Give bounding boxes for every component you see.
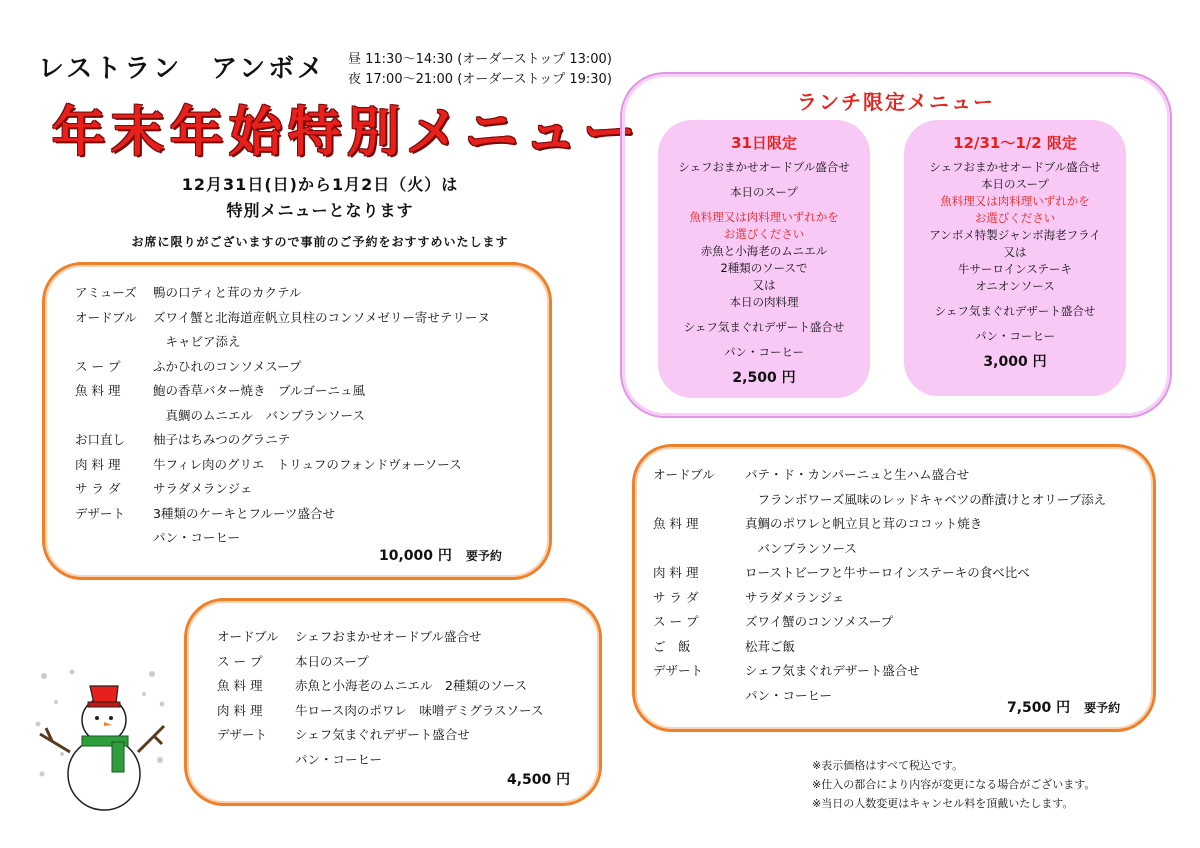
lunch-31-price: 2,500 円 (732, 370, 796, 386)
footnotes (812, 756, 1095, 813)
dish-text: 牛フィレ肉のグリエ トリュフのフォンドヴォーソース (153, 456, 462, 472)
course-10000-price (379, 545, 502, 565)
menu-row (217, 674, 543, 699)
dish-text: 真鯛のムニエル バンブランソース (153, 407, 365, 423)
course-label: ス ー プ (217, 653, 263, 669)
lunch-newyear-line: 牛サーロインステーキ (957, 262, 1073, 276)
price-value: 7,500 円 (1007, 700, 1071, 716)
course-label (75, 404, 153, 429)
lunch-31-heading: 31日限定 (731, 134, 797, 152)
course-4500-price: 4,500 円 (507, 772, 571, 788)
menu-row (653, 561, 1106, 586)
dish-text: シェフおまかせオードブル盛合せ (295, 629, 482, 644)
course-label: ス ー プ (653, 614, 699, 629)
menu-row (75, 281, 490, 306)
reservation-required: 要予約 (465, 549, 502, 563)
dish-text: パン・コーヒー (295, 751, 383, 767)
course-label (653, 537, 745, 562)
course-label: 魚 料 理 (217, 678, 263, 693)
course-label: 魚 料 理 (75, 383, 121, 398)
footnote: ※仕入の都合により内容が変更になる場合がございます。 (812, 778, 1096, 791)
course-4500-box (184, 598, 602, 806)
menu-row (75, 502, 490, 527)
course-label: 肉 料 理 (653, 565, 699, 580)
course-7500-list (653, 463, 1106, 708)
course-label: アミューズ (75, 285, 137, 300)
menu-row (217, 699, 543, 724)
menu-row (653, 586, 1106, 611)
lunch-31-card (658, 120, 870, 398)
course-label: サ ラ ダ (653, 589, 699, 605)
course-label: デザート (75, 505, 126, 521)
dish-text: フランボワーズ風味のレッドキャベツの酢漬けとオリーブ添え (745, 491, 1107, 507)
dish-text: パン・コーヒー (153, 530, 241, 545)
footnote: ※表示価格はすべて税込です。 (812, 759, 964, 772)
lunch-31-line: パン・コーヒー (723, 345, 805, 359)
menu-row (217, 748, 543, 773)
lunch-newyear-line: パン・コーヒー (974, 329, 1056, 343)
intro-line-1: 12月31日(日)から1月2日（火）は (181, 175, 459, 194)
course-label: 肉 料 理 (217, 702, 263, 718)
course-label: ご 飯 (653, 638, 691, 654)
lunch-newyear-line: シェフおまかせオードブル盛合せ (929, 160, 1101, 174)
course-7500-price (1007, 697, 1120, 717)
dish-text: 赤魚と小海老のムニエル 2種類のソース (295, 678, 528, 693)
menu-row (653, 488, 1106, 513)
course-label (217, 748, 295, 773)
dish-text: ローストビーフと牛サーロインステーキの食べ比べ (745, 565, 1030, 580)
intro-line-2: 特別メニューとなります (226, 201, 414, 220)
menu-row (75, 428, 490, 453)
dish-text: 本日のスープ (295, 653, 369, 669)
dish-text: 鮑の香草バター焼き ブルゴーニュ風 (153, 383, 366, 398)
dish-text: キャビア添え (153, 334, 241, 349)
reservation-note: お席に限りがございますので事前のご予約をおすすめいたします (131, 235, 509, 249)
course-label (75, 330, 153, 355)
lunch-title: ランチ限定メニュー (797, 90, 995, 114)
menu-row (75, 477, 490, 502)
course-label: オードブル (653, 467, 715, 482)
dish-text: シェフ気まぐれデザート盛合せ (745, 663, 920, 678)
restaurant-name: レストラン アンボメ (38, 54, 327, 84)
lunch-newyear-line: 又は (1003, 245, 1027, 259)
lunch-31-line: 本日のスープ (730, 185, 798, 199)
lunch-31-line: シェフ気まぐれデザート盛合せ (683, 320, 845, 334)
page-title: 年末年始特別メニュー (52, 102, 642, 163)
hours-lunch: 昼 11:30〜14:30 (オーダーストップ 13:00) (348, 52, 612, 67)
dish-text: バンブランソース (745, 540, 857, 556)
menu-row (653, 537, 1106, 562)
dish-text: シェフ気まぐれデザート盛合せ (295, 727, 470, 742)
lunch-newyear-line: オニオンソース (975, 279, 1055, 293)
menu-row (653, 512, 1106, 537)
dish-text: ズワイ蟹と北海道産帆立貝柱のコンソメゼリー寄せテリーヌ (153, 309, 490, 325)
menu-row (217, 650, 543, 675)
course-label: デザート (217, 727, 268, 742)
dish-text: ふかひれのコンソメスープ (153, 358, 302, 374)
dish-text: 鴨の口ティと茸のカクテル (153, 285, 302, 300)
dish-text: 牛ロース肉のポワレ 味噌デミグラスソース (295, 702, 544, 718)
lunch-31-line: 2種類のソースで (720, 261, 808, 275)
menu-row (653, 659, 1106, 684)
snowman-illustration (32, 664, 172, 814)
menu-row (75, 453, 490, 478)
lunch-31-line: 赤魚と小海老のムニエル (700, 244, 828, 258)
course-10000-box (42, 262, 552, 580)
course-7500-box (632, 444, 1156, 732)
lunch-31-line: 又は (752, 278, 776, 292)
lunch-newyear-price: 3,000 円 (983, 354, 1047, 370)
course-label: サ ラ ダ (75, 481, 121, 496)
course-label (75, 526, 153, 551)
course-label: お口直し (75, 432, 126, 447)
dish-text: 真鯛のポワレと帆立貝と茸のココット焼き (745, 516, 983, 531)
course-10000-list (75, 281, 490, 551)
lunch-31-line: シェフおまかせオードブル盛合せ (678, 160, 850, 174)
lunch-newyear-line: 本日のスープ (981, 177, 1049, 191)
course-label: 魚 料 理 (653, 516, 699, 531)
dish-text: サラダメランジェ (745, 589, 845, 605)
menu-row (75, 404, 490, 429)
price-value: 10,000 円 (379, 548, 452, 564)
course-label (653, 488, 745, 513)
opening-hours (348, 50, 612, 90)
lunch-newyear-heading: 12/31〜1/2 限定 (953, 134, 1077, 152)
footnote: ※当日の人数変更はキャンセル料を頂戴いたします。 (812, 797, 1074, 810)
menu-row (75, 306, 490, 331)
lunch-newyear-line: シェフ気まぐれデザート盛合せ (934, 304, 1096, 318)
course-label: オードブル (217, 629, 279, 644)
menu-row (217, 723, 543, 748)
menu-row (653, 610, 1106, 635)
menu-row (653, 463, 1106, 488)
dish-text: サラダメランジェ (153, 481, 253, 496)
lunch-newyear-choice-note: 魚料理又は肉料理いずれかを (940, 194, 1090, 208)
course-label: デザート (653, 663, 704, 678)
dish-text: 柚子はちみつのグラニテ (153, 432, 291, 447)
hours-dinner: 夜 17:00〜21:00 (オーダーストップ 19:30) (348, 72, 612, 87)
menu-row (75, 355, 490, 380)
course-label (653, 684, 745, 709)
dish-text: 松茸ご飯 (745, 638, 796, 654)
lunch-31-choice-note: 魚料理又は肉料理いずれかを (689, 210, 839, 224)
dish-text: パテ・ド・カンパーニュと生ハム盛合せ (745, 467, 970, 482)
course-label: 肉 料 理 (75, 456, 121, 472)
lunch-31-choice-note: お選びください (723, 227, 805, 241)
course-4500-list (217, 625, 543, 772)
lunch-31-line: 本日の肉料理 (729, 295, 799, 309)
reservation-required: 要予約 (1084, 701, 1121, 715)
lunch-newyear-line: アンボメ特製ジャンボ海老フライ (929, 228, 1101, 242)
dish-text: パン・コーヒー (745, 687, 833, 703)
lunch-newyear-choice-note: お選びください (974, 211, 1056, 225)
lunch-menu-box (620, 72, 1172, 418)
lunch-newyear-card (904, 120, 1126, 396)
menu-row (75, 330, 490, 355)
menu-row (75, 379, 490, 404)
course-label: オードブル (75, 309, 137, 325)
dish-text: ズワイ蟹のコンソメスープ (745, 614, 894, 629)
dish-text: 3種類のケーキとフルーツ盛合せ (153, 505, 335, 521)
menu-row (653, 635, 1106, 660)
menu-row (217, 625, 543, 650)
course-label: ス ー プ (75, 358, 121, 374)
